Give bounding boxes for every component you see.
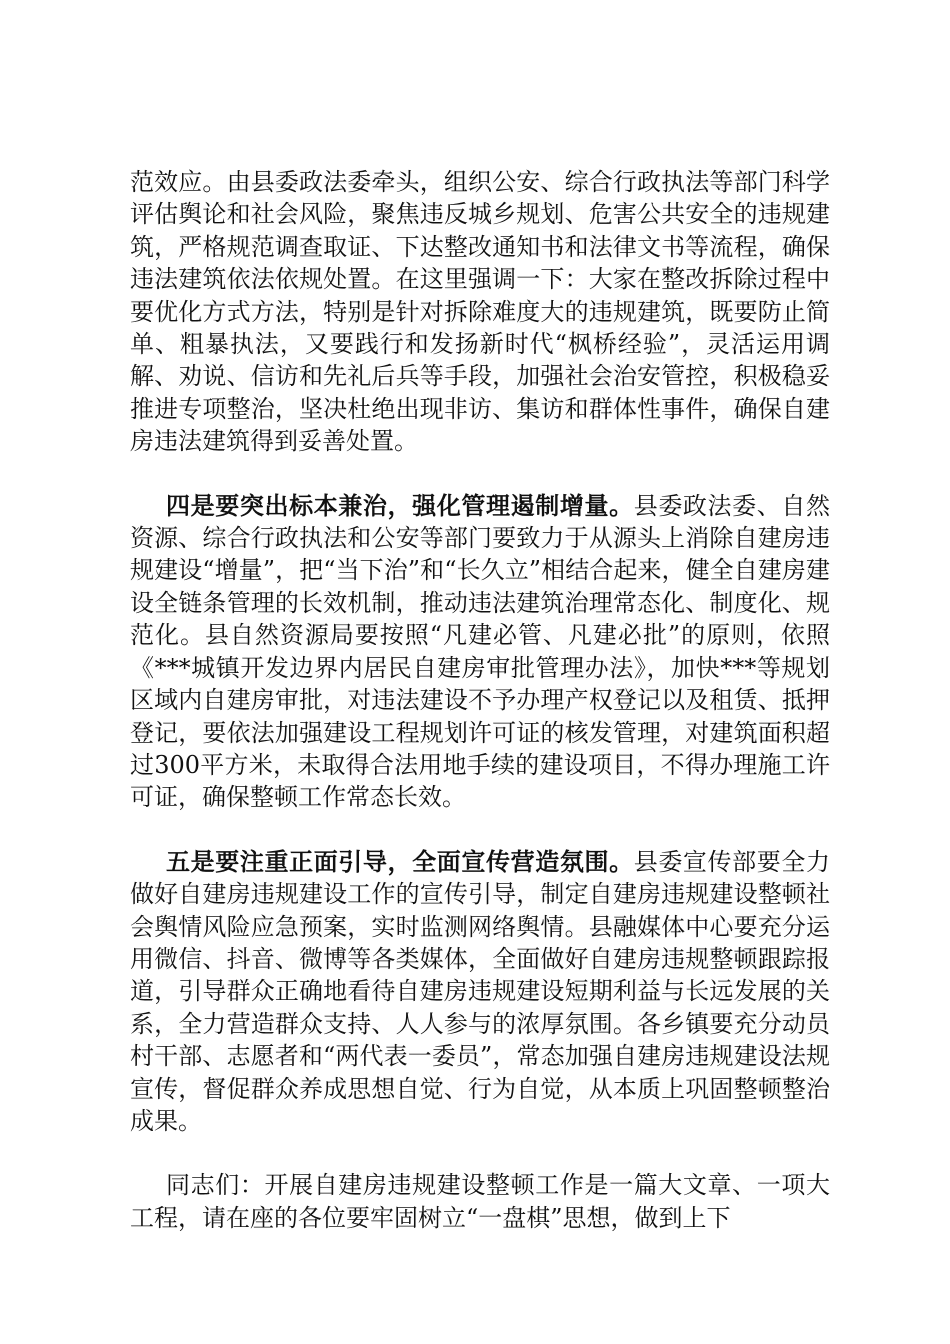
paragraph-heading: 四是要突出标本兼治，强化管理遏制增量。 (166, 491, 634, 520)
paragraph-text: 县委宣传部要全力做好自建房违规建设工作的宣传引导，制定自建房违规建设整顿社会舆情风险应急预案，实时监测网络舆情。县融媒体中心要充分运用微信、抖音、微博等各类媒体，全面做好自建房违规整顿跟踪报道，引导群众正确地看待自建房违规建设短期利益与长远发展的关系，全力营造群众支持、人人参与的浓厚氛围。各乡镇要充分动员村干部、志愿者和“两代表一委员”，常态加强自建房违规建设法规宣传，督促群众养成思想自觉、行为自觉，从本质上巩固整顿整治成果。 (130, 847, 831, 1135)
paragraph-point-five (130, 846, 830, 1138)
paragraph-heading: 五是要注重正面引导，全面宣传营造氛围。 (166, 847, 634, 876)
document-body (130, 166, 830, 1234)
paragraph-text: 县委政法委、自然资源、综合行政执法和公安等部门要致力于从源头上消除自建房违规建设“增量”，把“当下治”和“长久立”相结合起来，健全自建房建设全链条管理的长效机制，推动违法建筑治理常态化、制度化、规范化。县自然资源局要按照“凡建必管、凡建必批”的原则，依照《***城镇开发边界内居民自建房审批管理办法》，加快***等规划区域内自建房审批，对违法建设不予办理产权登记以及租赁、抵押登记，要依法加强建设工程规划许可证的核发管理，对建筑面积超过300平方米，未取得合法用地手续的建设项目，不得办理施工许可证，确保整顿工作常态长效。 (130, 491, 831, 812)
paragraph-point-four (130, 490, 830, 814)
paragraph-closing (130, 1169, 830, 1234)
paragraph-text: 范效应。由县委政法委牵头，组织公安、综合行政执法等部门科学评估舆论和社会风险，聚焦违反城乡规划、危害公共安全的违规建筑，严格规范调查取证、下达整改通知书和法律文书等流程，确保违法建筑依法依规处置。在这里强调一下：大家在整改拆除过程中要优化方式方法，特别是针对拆除难度大的违规建筑，既要防止简单、粗暴执法，又要践行和发扬新时代“枫桥经验”，灵活运用调解、劝说、信访和先礼后兵等手段，加强社会治安管控，积极稳妥推进专项整治，坚决杜绝出现非访、集访和群体性事件，确保自建房违法建筑得到妥善处置。 (130, 168, 830, 456)
paragraph-text: 同志们：开展自建房违规建设整顿工作是一篇大文章、一项大工程，请在座的各位要牢固树立“一盘棋”思想，做到上下 (130, 1171, 830, 1232)
paragraph-continued (130, 166, 830, 458)
